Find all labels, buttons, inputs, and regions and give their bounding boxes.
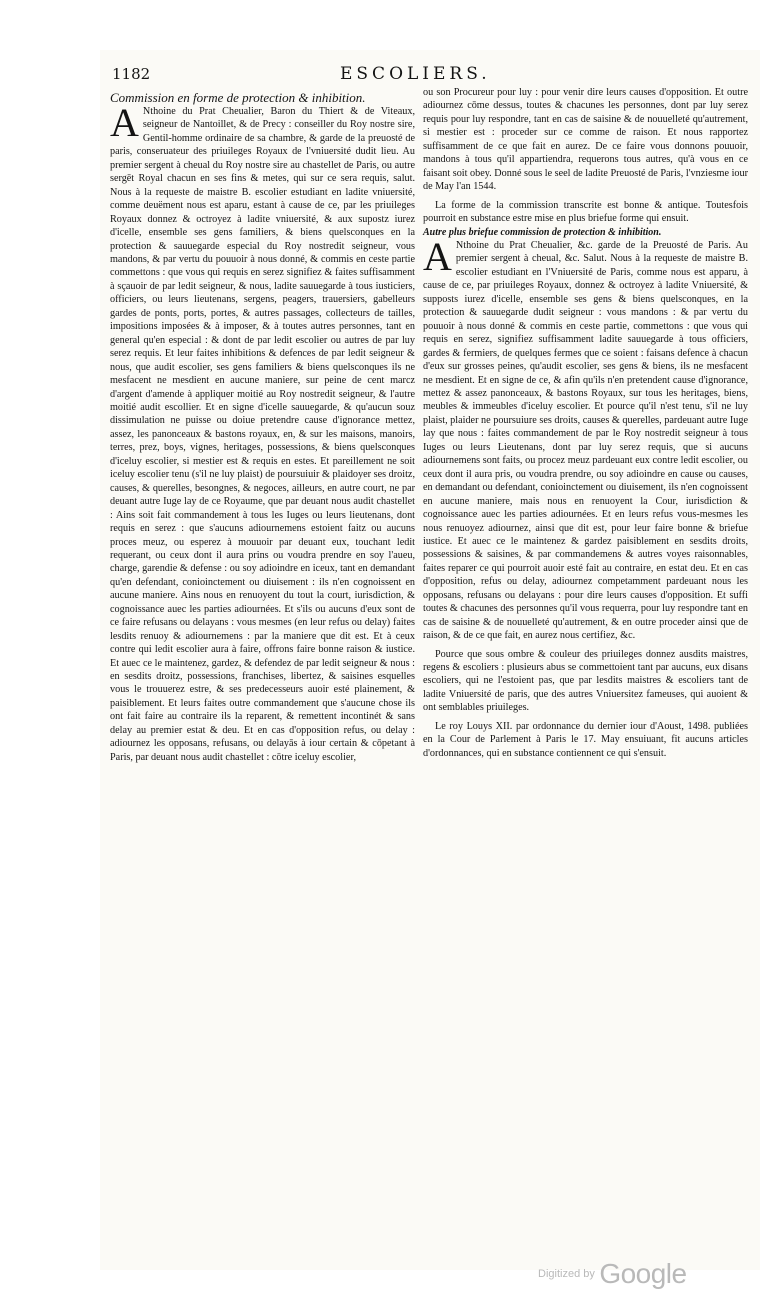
- page-number: 1182: [112, 65, 151, 83]
- google-watermark: [538, 1258, 687, 1290]
- paragraph: Le roy Louys XII. par ordonnance du dernier iour d'Aoust, 1498. publiées en la Cour de Parlement à Paris le 17. May ensuiuant, fit aucuns articles d'ordonnances, qui en substance contiennent ce qui s'ensuit.: [423, 720, 748, 759]
- paragraph: La forme de la commission transcrite est bonne & antique. Toutesfois pourroit en substance estre mise en plus briefue forme qui ensuit.: [423, 199, 748, 225]
- paragraph: [423, 233, 748, 643]
- paragraph-text: Nthoine du Prat Cheualier, Baron du Thiert & de Viteaux, seigneur de Nantoillet, & de Precy : conseiller du Roy nostre sire, Gentil-homme ordinaire de sa chambre, & garde de la preuosté de paris, conseruateur des priuileges Royaux de l'vniuersité dudit lieu. Au premier sergent à cheual du Roy nostre sire au chastellet de Paris, ou autre sergēt Royal chacun en ses fins & metes, qui sur ce sera requis, salut. Nous à la requeste de maistre B. escolier estudiant en ladite vniuersité, comme deuëment nous est aparu, estant à cause de ce, par les priuileges Royaux donnez & octroyez à ladite vniuersité, & aux supostz iurez d'icelle, ensemble ses gens familiers, & biens quelsconques en la protection & sauuegarde especial du Roy nostredit seigneur, vous mandons, & par vertu du pouuoir à nous donné, & commis en ceste partie commettons : que vous qui requis en serez signifiez & faites suffisamment à sçauoir de par ledit seigneur, & nous, ladite sauuegarde à tous iusticiers, officiers, ou leurs lieutenans, sergens, peagers, trauersiers, gabelleurs gardes de ponts, ports, portes, & autres passages, collecteurs de tailles, impositions imposées & à imposer, & à toutes autres personnes, tant en general qu'en especial : & dont de par ledit escolier ou autres de par luy serez requis. Et leur faites inhibitions & defences de par ledit seigneur & nous, que audit escolier, ses gens familiers & biens quelsconques ils ne mesfacent ne mesdient en aucune maniere, sur peine de cent marcz d'argent d'amende à appliquer moitié au Roy nostredit seigneur, & l'autre moitié audit escollier. Et en signe d'icelle sauuegarde, & qu'aucun souz dissimulation ne puisse ou doiue pretendre cause d'ignorance mettez, assez, les panonceaux & bastons royaux, en, & sur les maisons, manoirs, terres, prez, boys, vignes, heritages, possessions, & biens quelsconques d'iceluy escolier, si mestier est & requis en estes. Et pareillement ne soit iceluy escolier tenu (s'il ne luy plaist) de poursuiuir & plaidoyer ses droitz, causes, & querelles, besongnes, & negoces, ailleurs, en autre court, ne par deuant autre Iuge lay de ce Royaume, que par deuant nous audit chastellet : Ains soit fait commandement à tous les Iuges ou leurs lieutenans, dont requis en serez : que s'aucuns adiournemens estoient faitz ou aucuns proces meuz, ou esperez à mouuoir par deuant eux, touchant ledit requerant, ou ceux dont il aura prins ou voudra prendre en soy l'aueu, charge, garendie & defense : ou soy adioindre en iceux, tant en demandant qu'en defendant, conioinctement ou diuisement : ils n'en cognoissent en aucune maniere. Ains nous en renuoyent du tout la court, iurisdiction, & cognoissance auec les parties adiournées. Et s'ils ou aucuns d'eux sont de ce faire refusans ou delayans : vous mesmes (en leur refus ou delay) faites lesdits renuoy & adiournemens : par la maniere que dit est. Et à ceux contre qui ledit escolier aura à faire, offrons faire bonne raison & iustice. Et auec ce le maintenez, gardez, & defendez de par ledit seigneur & nous : en sesdits droitz, possessions, franchises, libertez, & saisines esquelles vous le trouuerez estre, & ses predecesseurs auoir esté plainement, & paisiblement. Et leurs faites outre commandement que s'aucune chose ils ont fait faire au contraire ils la reparent, & remettent incontinét & sans delay au premier estat & deu. Et en cas d'opposition refus, ou delay : adiournez les opposans, refusans, ou delayās à iour certain & cōpetant à Paris, par deuant nous audit chastellet : cōtre iceluy escolier,: [110, 106, 415, 763]
- section-title: Commission en forme de protection & inhibition.: [110, 90, 366, 105]
- book-page: [100, 50, 760, 1270]
- google-logo: Google: [599, 1258, 687, 1289]
- paragraph-text: Nthoine du Prat Cheualier, &c. garde de la Preuosté de Paris. Au premier sergent à cheual, &c. Salut. Nous à la requeste de maistre B. escolier estudiant en l'Vniuersité de Paris, comme nous est apparu, à cause de ce, par priuileges Royaux, donnez & octroyez à ladite Vniuersité, & supposts iurez d'icelle, ensemble ses gens & biens quelsconques, en la protection & sauuegarde dudit seigneur : vous mandons : & par vertu du pouuoir à nous donné & commis en ceste partie, commettons : que vous qui requis en serez, signifiez suffisamment ladite sauuegarde à tous officiers, gardes & fermiers, de quelques fermes que ce soient : faisans defence à chacun d'eux sur grosses peines, qu'audit escolier, ses gens & biens, ils ne mesfacent ne mesdient. Et en signe de ce, & afin qu'ils n'en pretendent cause d'ignorance, mettez & assez panonceaux, & bastons Royaux, sur tous les heritages, biens, meubles & immeubles d'iceluy escolier. Et pource qu'il n'est tenu, s'il ne luy plaist, plaider ne poursuiure ses droits, causes & querelles, pardeuant autre Iuge lay que nous : faites commandement de par le Roy nostredit seigneur à tous Iuges ou leurs Lieutenans, dont par luy serez requis, que si aucuns adiournemens sont faits, ou procez meuz pardeuant eux contre ledit escolier, ou ceux dont il aura pris, ou voudra prendre, ou soy adioindre en cause ou causes, en demandant ou defendant, conioinctement ou diuisement, ils n'en cognoissent en aucune maniere, mais nous en renuoyent la Cour, iurisdiction & cognoissance auec les parties adiournées. Et en leurs refus vous-mesmes les nous renuoyez adiournez, ainsi que dit est, pour leur faire bonne & briefue iustice. Et auec ce le maintenez & gardez paisiblement en sesdits droits, possessions & saisines, & par commandemens & autres voyes raisonnables, faites reparer ce qui pourroit auoir esté fait au contraire, en estat deu. Et en cas d'opposition, refus ou delay, adiournez competamment pardeuant nous les opposans, refusans ou delayans : pour dire leurs causes d'opposition. Et suffi toutes & chacunes des personnes qu'il vous requerra, pour luy respondre tant en cas de saisine & de nouuelleté qu'autrement, & en outre proceder ainsi que de raison, & de ce que fait, en aurez nous certifiez, &c.: [423, 239, 748, 642]
- running-title: ESCOLIERS.: [340, 64, 491, 84]
- left-column: [110, 90, 415, 764]
- section-subtitle: Autre plus briefue commission de protection & inhibition.: [423, 226, 662, 238]
- drop-cap: A: [423, 233, 452, 279]
- paragraph: ou son Procureur pour luy : pour venir dire leurs causes d'opposition. Et outre adiournez cōme dessus, toutes & chacunes les personnes, dont par luy serez requis pour luy respondre, tant en cas de saisine & de nouuelleté qu'autrement, si mestier est : proceder sur ce comme de raison. Et nous rapportez suffisamment de ce que fait en aurez. De ce faire vous donnons pouuoir, mandons à tous qu'il appartiendra, requerons tous autres, qu'à vous en ce faisant soit obey. Donné sous le seel de ladite Preuosté de Paris, l'vnziesme iour de May l'an 1544.: [423, 87, 748, 193]
- right-column: [423, 86, 748, 760]
- watermark-prefix: Digitized by: [538, 1268, 595, 1280]
- paragraph: [110, 100, 415, 764]
- drop-cap: A: [110, 100, 139, 145]
- paragraph: Pource que sous ombre & couleur des priuileges donnez ausdits maistres, regens & escoliers : plusieurs abus se commettoient tant par aucuns, eux disans escoliers, qui ne l'estoient pas, que par lesdits maistres & escoliers tant de ladite Vniuersité de paris, que des autres Vniuersitez fameuses, qui auoient & ont semblables priuileges.: [423, 648, 748, 714]
